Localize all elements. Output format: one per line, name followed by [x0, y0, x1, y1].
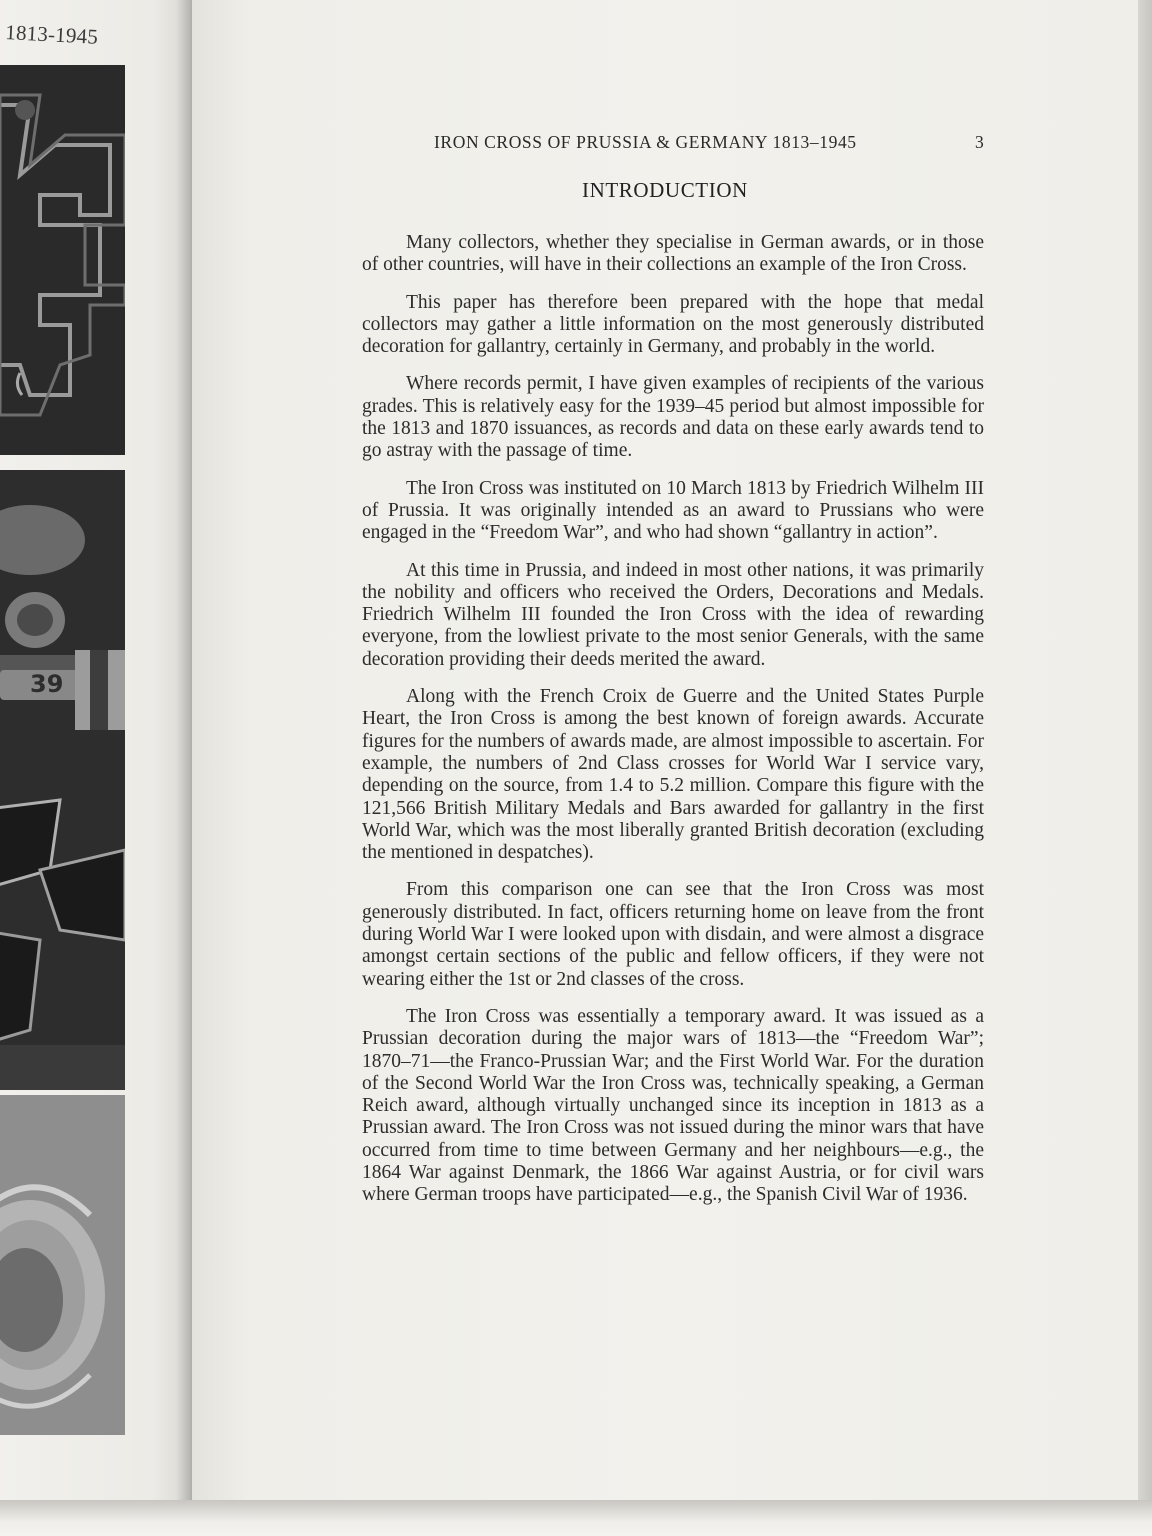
previous-page: [0, 0, 192, 1536]
iron-cross-clasp-photo: [0, 470, 125, 1090]
paragraph: The Iron Cross was essentially a temporary award. It was issued as a Prussian decoration during the major wars of 1813—the “Freedom War”; 1870–71—the Franco-Prussian War; and the First World War. For the duration of the Second World War the Iron Cross was, technically speaking, a German Reich award, although virtually unchanged since its inception in 1813 as a Prussian award. The Iron Cross was not issued during the minor wars that have occurred from time to time between Germany and her neighbours—e.g., the 1864 War against Denmark, the 1866 War against Austria, or for civil wars where German troops have participated—e.g., the Spanish Civil War of 1936.: [362, 1005, 984, 1206]
paragraph: The Iron Cross was instituted on 10 March 1813 by Friedrich Wilhelm III of Prussia. It was originally intended as an award to Prussians who were engaged in the “Freedom War”, and who had shown “gallantry in action”.: [362, 477, 984, 544]
paragraph: Many collectors, whether they specialise in German awards, or in those of other countries, will have in their collections an example of the Iron Cross.: [362, 232, 984, 276]
paragraph: Along with the French Croix de Guerre and the United States Purple Heart, the Iron Cross is among the best known of foreign awards. Accurate figures for the numbers of awards made, are almost impossible to ascertain. For example, the numbers of 2nd Class crosses for World War I service vary, depending on the source, from 1.4 to 5.2 million. Compare this figure with the 121,566 British Military Medals and Bars awarded for gallantry in the first World War, which was the most liberally granted British decoration (excluding the mentioned in despatches).: [362, 686, 984, 864]
paragraph: This paper has therefore been prepared with the hope that medal collectors may gather a little information on the most generously distributed decoration for gallantry, certainly in Germany, and probably in the world.: [362, 291, 984, 358]
badge-photo: [0, 1095, 125, 1435]
paragraph: Where records permit, I have given examples of recipients of the various grades. This is relatively easy for the 1939–45 period but almost impossible for the 1813 and 1870 issuances, as records and data on these early awards tend to go astray with the passage of time.: [362, 373, 984, 462]
paragraph: From this comparison one can see that the Iron Cross was most generously distributed. In fact, officers returning home on leave from the front during World War I were looked upon with disdain, and were almost a disgrace amongst certain sections of the public and fellow officers, if they were not wearing either the 1st or 2nd classes of the cross.: [362, 879, 984, 990]
section-title: INTRODUCTION: [582, 178, 748, 202]
previous-page-running-head: 1813-1945: [4, 20, 99, 49]
paragraph: At this time in Prussia, and indeed in most other nations, it was primarily the nobility and officers who received the Orders, Decorations and Medals. Friedrich Wilhelm III founded the Iron Cross with the idea of rewarding everyone, from the lowliest private to the most senior Generals, with the same decoration providing their deeds merited the award.: [362, 559, 984, 670]
page-bottom-edge: [0, 1500, 1152, 1536]
svg-text:39: 39: [30, 670, 64, 698]
page-edge: [1138, 0, 1152, 1536]
page-number: 3: [975, 132, 984, 152]
running-head: IRON CROSS OF PRUSSIA & GERMANY 1813–1945: [434, 132, 857, 152]
iron-cross-photo: [0, 65, 125, 455]
body-text: [362, 232, 984, 1222]
